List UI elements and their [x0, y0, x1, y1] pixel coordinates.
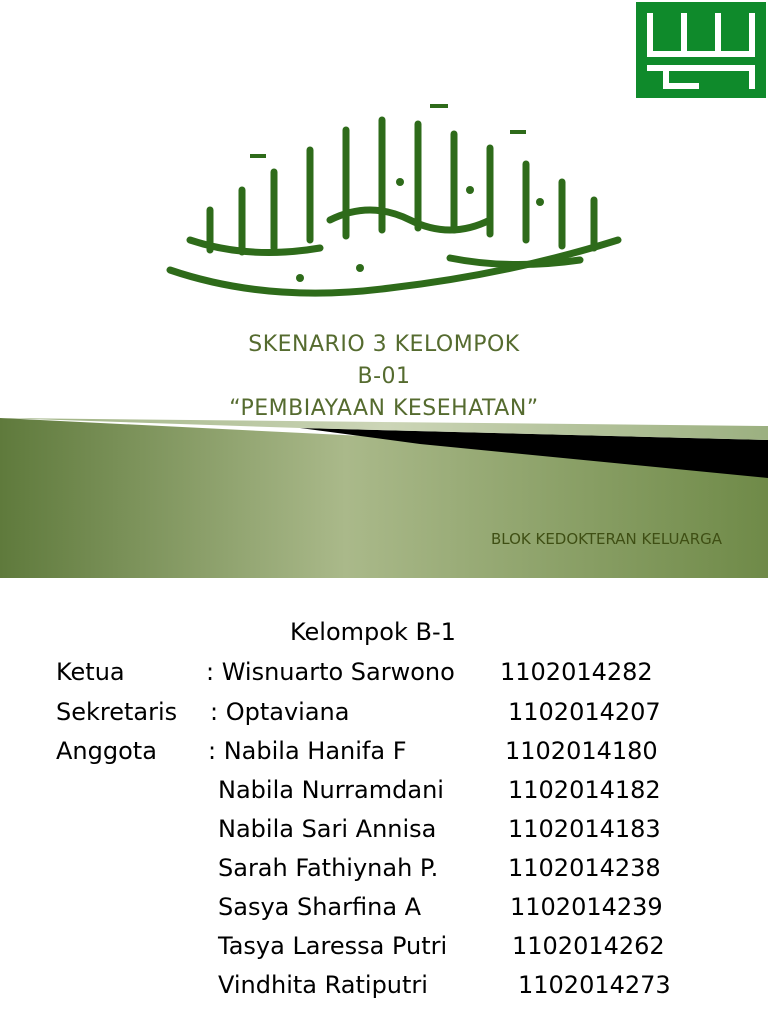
member-role: Ketua — [56, 658, 125, 686]
member-id: 1102014183 — [508, 815, 661, 843]
member-id: 1102014238 — [508, 854, 661, 882]
member-name: : Wisnuarto Sarwono — [206, 658, 455, 686]
slide-title-line-2: B-01 — [357, 364, 411, 389]
bismillah-calligraphy — [150, 90, 630, 310]
member-name: Nabila Sari Annisa — [218, 815, 437, 843]
member-name: Sasya Sharfina A — [218, 893, 422, 921]
member-id: 1102014239 — [510, 893, 663, 921]
member-name: : Optaviana — [210, 698, 350, 726]
member-id: 1102014262 — [512, 932, 665, 960]
member-role: Sekretaris — [56, 698, 178, 726]
member-id: 1102014282 — [500, 658, 653, 686]
slide-title-line-1: SKENARIO 3 KELOMPOK — [248, 332, 520, 357]
member-name: Nabila Nurramdani — [218, 776, 444, 804]
member-id: 1102014207 — [508, 698, 661, 726]
member-name: Vindhita Ratiputri — [218, 971, 428, 999]
member-role: Anggota — [56, 737, 157, 765]
member-name: Tasya Laressa Putri — [218, 932, 448, 960]
member-id: 1102014180 — [505, 737, 658, 765]
kufic-logo-icon — [636, 2, 766, 98]
group-heading: Kelompok B-1 — [290, 618, 456, 646]
member-id: 1102014273 — [518, 971, 671, 999]
member-name: Sarah Fathiynah P. — [218, 854, 439, 882]
member-name: : Nabila Hanifa F — [208, 737, 407, 765]
slide-title-line-3: “PEMBIAYAAN KESEHATAN” — [229, 396, 539, 421]
decorative-band — [0, 418, 768, 578]
slide-subtitle: BLOK KEDOKTERAN KELUARGA — [490, 530, 722, 548]
member-id: 1102014182 — [508, 776, 661, 804]
